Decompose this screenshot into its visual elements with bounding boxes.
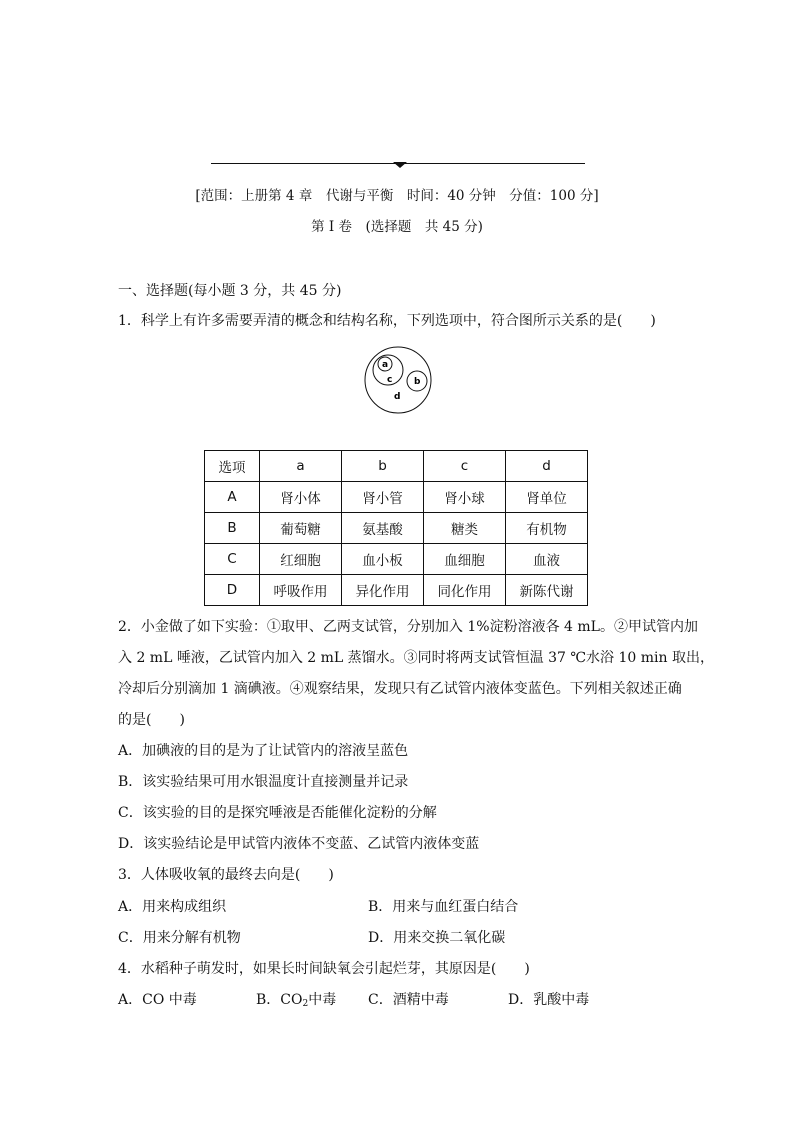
table-cell: 异化作用 xyxy=(342,575,424,606)
table-header-cell: 选项 xyxy=(205,451,260,482)
table-cell: 葡萄糖 xyxy=(260,513,342,544)
subscript: 2 xyxy=(302,999,309,1009)
section-title: 一、选择题(每小题 3 分，共 45 分) xyxy=(118,283,342,299)
exam-range-line: [范围：上册第 4 章 代谢与平衡 时间：40 分钟 分值：100 分] xyxy=(195,188,599,204)
table-cell: 肾小体 xyxy=(260,482,342,513)
table-cell: A xyxy=(205,482,260,513)
option-b-text: B．CO xyxy=(256,992,303,1008)
question-3-option-c: C．用来分解有机物 xyxy=(118,930,241,946)
question-3-option-d: D．用来交换二氧化碳 xyxy=(368,930,506,946)
table-cell: B xyxy=(205,513,260,544)
label-b: b xyxy=(414,377,421,387)
table-cell: 肾单位 xyxy=(506,482,588,513)
question-3-option-b: B．用来与血红蛋白结合 xyxy=(368,899,519,915)
table-cell: 同化作用 xyxy=(424,575,506,606)
circle-d xyxy=(365,347,431,413)
table-cell: 糖类 xyxy=(424,513,506,544)
header-rule-marker-icon xyxy=(393,162,407,168)
question-4-option-c: C．酒精中毒 xyxy=(368,992,449,1008)
table-row xyxy=(205,575,588,606)
option-b-suffix: 中毒 xyxy=(308,992,337,1008)
table-cell: 血液 xyxy=(506,544,588,575)
question-2-option-c: C．该实验的目的是探究唾液是否能催化淀粉的分解 xyxy=(118,805,437,821)
question-1-stem: 1．科学上有许多需要弄清的概念和结构名称，下列选项中，符合图所示关系的是( ) xyxy=(118,313,656,329)
question-3-stem: 3．人体吸收氧的最终去向是( ) xyxy=(118,867,334,883)
question-2-line: 入 2 mL 唾液，乙试管内加入 2 mL 蒸馏水。③同时将两支试管恒温 37 ℃水浴 10 min 取出， xyxy=(118,650,714,666)
table-cell: 新陈代谢 xyxy=(506,575,588,606)
q1-options-table xyxy=(204,450,588,606)
question-2-option-b: B．该实验结果可用水银温度计直接测量并记录 xyxy=(118,774,409,790)
table-cell: 氨基酸 xyxy=(342,513,424,544)
table-header-cell: c xyxy=(424,451,506,482)
table-cell: 红细胞 xyxy=(260,544,342,575)
volume-title: 第 I 卷 (选择题 共 45 分) xyxy=(311,219,483,235)
table-header-row xyxy=(205,451,588,482)
question-2-line: 的是( ) xyxy=(118,712,185,728)
table-cell: 肾小球 xyxy=(424,482,506,513)
question-3-option-a: A．用来构成组织 xyxy=(118,899,227,915)
question-4-option-d: D．乳酸中毒 xyxy=(508,992,590,1008)
question-4-stem: 4．水稻种子萌发时，如果长时间缺氧会引起烂芽，其原因是( ) xyxy=(118,961,530,977)
table-cell: 有机物 xyxy=(506,513,588,544)
question-4-option-a: A．CO 中毒 xyxy=(118,992,197,1008)
table-cell: 血小板 xyxy=(342,544,424,575)
table-cell: 呼吸作用 xyxy=(260,575,342,606)
table-row xyxy=(205,482,588,513)
table-header-cell: a xyxy=(260,451,342,482)
table-row xyxy=(205,544,588,575)
label-c: c xyxy=(387,375,393,385)
question-4-option-b xyxy=(256,990,336,1014)
table-cell: 血细胞 xyxy=(424,544,506,575)
label-d: d xyxy=(394,392,401,402)
table-cell: C xyxy=(205,544,260,575)
label-a: a xyxy=(382,360,389,370)
table-header-cell: b xyxy=(342,451,424,482)
table-cell: 肾小管 xyxy=(342,482,424,513)
table-cell: D xyxy=(205,575,260,606)
venn-diagram xyxy=(361,345,435,415)
question-2-option-d: D．该实验结论是甲试管内液体不变蓝、乙试管内液体变蓝 xyxy=(118,836,480,852)
question-2-option-a: A．加碘液的目的是为了让试管内的溶液呈蓝色 xyxy=(118,743,409,759)
question-2-line: 冷却后分别滴加 1 滴碘液。④观察结果，发现只有乙试管内液体变蓝色。下列相关叙述正确 xyxy=(118,681,682,697)
table-row xyxy=(205,513,588,544)
question-2-line: 2．小金做了如下实验：①取甲、乙两支试管，分别加入 1%淀粉溶液各 4 mL。②甲试管内加 xyxy=(118,619,698,635)
table-header-cell: d xyxy=(506,451,588,482)
